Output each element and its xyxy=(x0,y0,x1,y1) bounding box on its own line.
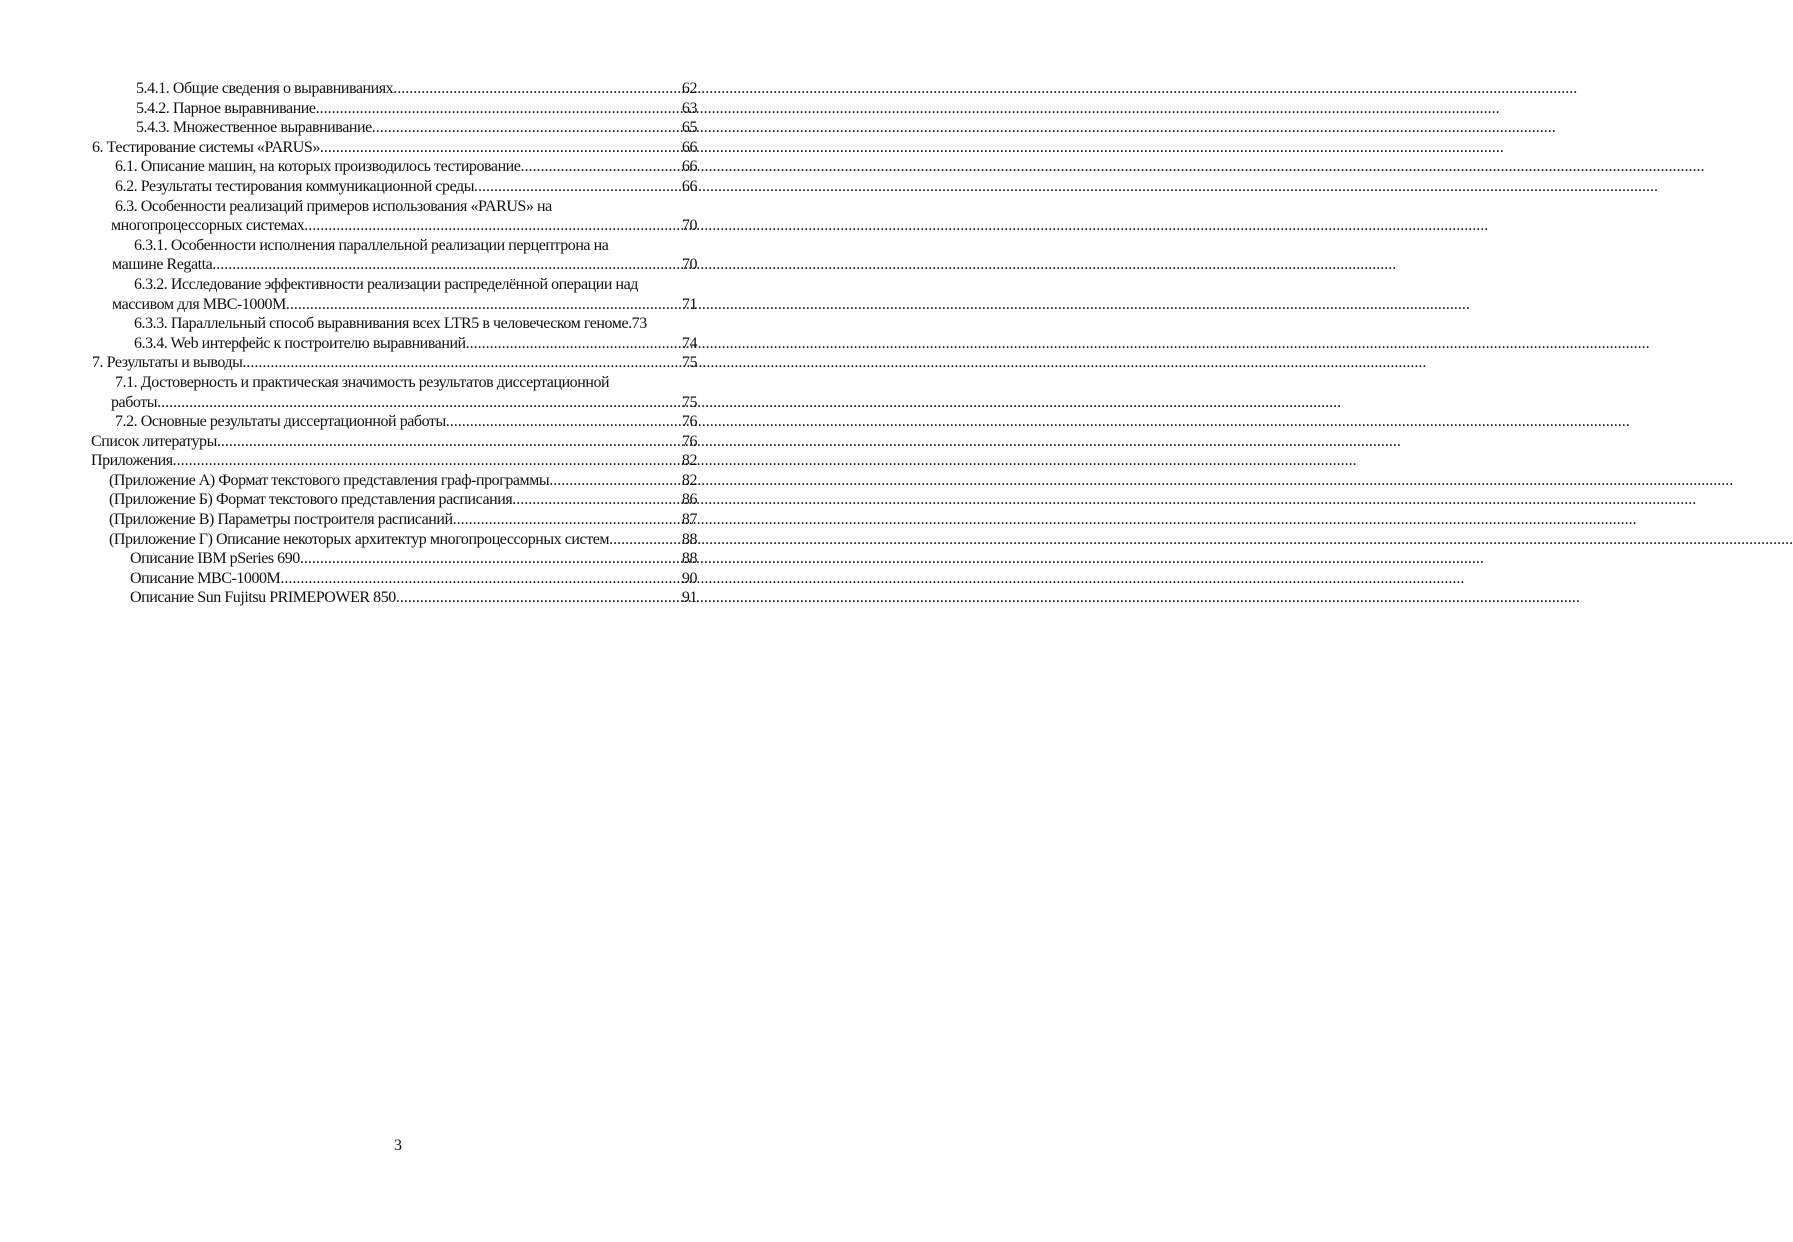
toc-leader-dots xyxy=(520,157,681,177)
toc-entry-title: (Приложение Б) Формат текстового представления расписания xyxy=(109,491,513,509)
toc-entry-title: 7. Результаты и выводы xyxy=(92,354,243,372)
toc-leader-dots xyxy=(393,79,682,99)
toc-entry-page: 88 xyxy=(681,550,697,568)
toc-entry-title: (Приложение В) Параметры построителя расписаний xyxy=(109,511,453,529)
toc-entry xyxy=(91,471,697,491)
toc-entry xyxy=(91,314,697,334)
toc-entry-page: 90 xyxy=(681,569,697,587)
toc-entry xyxy=(91,432,697,452)
toc-entry xyxy=(91,393,697,413)
toc-entry-title-continued: многопроцессорных системах xyxy=(111,217,305,235)
toc-entry-title: Список литературы xyxy=(91,432,217,450)
toc-entry-title: (Приложение Г) Описание некоторых архитектур многопроцессорных систем xyxy=(109,530,610,548)
toc-entry xyxy=(91,530,697,550)
toc-leader-dots xyxy=(217,432,682,452)
toc-leader-dots xyxy=(286,295,682,315)
toc-entry-page: 74 xyxy=(681,334,697,352)
table-of-contents xyxy=(91,79,697,608)
toc-entry-page: 82 xyxy=(681,471,697,489)
toc-leader-dots xyxy=(316,99,682,119)
toc-leader-dots xyxy=(453,510,682,530)
toc-entry-page: 70 xyxy=(681,217,697,235)
toc-entry xyxy=(91,216,697,236)
toc-entry-page: 87 xyxy=(681,511,697,529)
toc-entry-page: 65 xyxy=(681,119,697,137)
toc-leader-dots xyxy=(212,255,682,275)
toc-entry xyxy=(91,99,697,119)
toc-entry xyxy=(91,451,697,471)
toc-entry-page: 76 xyxy=(681,432,697,450)
toc-entry xyxy=(91,138,697,158)
toc-leader-dots xyxy=(320,138,682,158)
toc-entry xyxy=(91,549,697,569)
toc-leader-dots xyxy=(280,569,682,589)
toc-leader-dots xyxy=(396,588,682,608)
toc-entry xyxy=(91,412,697,432)
toc-leader-dots xyxy=(157,393,682,413)
toc-entry xyxy=(91,177,697,197)
toc-entry-line xyxy=(91,275,697,295)
toc-entry-title-continued: массивом для МВС-1000М xyxy=(112,295,286,313)
toc-leader-dots xyxy=(446,412,682,432)
toc-entry-title: Приложения xyxy=(91,452,173,470)
toc-entry xyxy=(91,255,697,275)
toc-entry-page: 73 xyxy=(631,315,647,333)
toc-entry-title: 7.2. Основные результаты диссертационной работы xyxy=(115,413,446,431)
toc-entry-line xyxy=(91,236,697,256)
toc-entry-page: 66 xyxy=(681,158,697,176)
toc-leader-dots xyxy=(300,549,682,569)
toc-entry xyxy=(91,353,697,373)
toc-entry xyxy=(91,569,697,589)
toc-entry-line xyxy=(91,373,697,393)
toc-entry xyxy=(91,334,697,354)
toc-entry-title: 5.4.3. Множественное выравнивание xyxy=(136,119,372,137)
toc-entry-title: Описание IBM pSeries 690 xyxy=(130,550,300,568)
toc-entry-page: 88 xyxy=(681,530,697,548)
toc-entry-title-continued: машине Regatta xyxy=(112,256,213,274)
toc-entry-title: Описание Sun Fujitsu PRIMEPOWER 850 xyxy=(130,589,396,607)
page-number: 3 xyxy=(394,1137,402,1154)
toc-leader-dots xyxy=(173,451,682,471)
toc-entry xyxy=(91,118,697,138)
toc-entry-title: 6.3.1. Особенности исполнения параллельной реализации перцептрона на xyxy=(134,236,609,254)
toc-entry-page: 91 xyxy=(681,589,697,607)
toc-entry-page: 62 xyxy=(681,80,697,97)
toc-entry-page: 66 xyxy=(681,138,697,156)
toc-entry-page: 75 xyxy=(681,393,697,411)
toc-leader-dots xyxy=(466,334,682,354)
toc-entry-page: 86 xyxy=(681,491,697,509)
toc-entry xyxy=(91,295,697,315)
toc-entry-title: 6.3.2. Исследование эффективности реализации распределённой операции над xyxy=(134,275,638,293)
toc-entry-title: Описание МВС-1000М xyxy=(130,569,281,587)
toc-entry-title: 6. Тестирование системы «PARUS» xyxy=(92,138,320,156)
toc-entry-title: 7.1. Достоверность и практическая значимость результатов диссертационной xyxy=(115,373,610,391)
toc-entry xyxy=(91,588,697,608)
toc-entry xyxy=(91,79,697,99)
toc-entry-page: 75 xyxy=(681,354,697,372)
toc-entry-page: 66 xyxy=(681,177,697,195)
toc-entry-title: (Приложение А) Формат текстового представления граф-программы xyxy=(109,471,550,489)
toc-leader-dots xyxy=(512,490,682,510)
toc-entry-title-continued: работы xyxy=(111,393,158,411)
toc-entry xyxy=(91,510,697,530)
toc-entry xyxy=(91,490,697,510)
toc-entry-title: 6.3.4. Web интерфейс к построителю выравниваний xyxy=(134,334,466,352)
toc-entry-title: 6.1. Описание машин, на которых производилось тестирование xyxy=(115,158,521,176)
toc-entry xyxy=(91,157,697,177)
toc-leader-dots xyxy=(474,177,682,197)
toc-entry-page: 82 xyxy=(681,452,697,470)
toc-leader-dots xyxy=(304,216,682,236)
toc-leader-dots xyxy=(609,530,682,550)
toc-leader-dots xyxy=(372,118,682,138)
toc-entry-title: 6.3. Особенности реализаций примеров использования «PARUS» на xyxy=(115,197,552,215)
toc-entry-page: 70 xyxy=(681,256,697,274)
toc-entry-page: 76 xyxy=(681,413,697,431)
toc-entry-title: 5.4.1. Общие сведения о выравниваниях xyxy=(136,80,394,97)
toc-entry-title: 6.3.3. Параллельный способ выравнивания всех LTR5 в человеческом геноме. xyxy=(134,315,632,333)
toc-leader-dots xyxy=(242,353,681,373)
toc-leader-dots xyxy=(549,471,682,491)
toc-entry-line xyxy=(91,197,697,217)
toc-entry-title: 6.2. Результаты тестирования коммуникационной среды xyxy=(115,177,475,195)
toc-entry-page: 63 xyxy=(681,99,697,117)
toc-entry-title: 5.4.2. Парное выравнивание xyxy=(136,99,316,117)
toc-entry-page: 71 xyxy=(681,295,697,313)
